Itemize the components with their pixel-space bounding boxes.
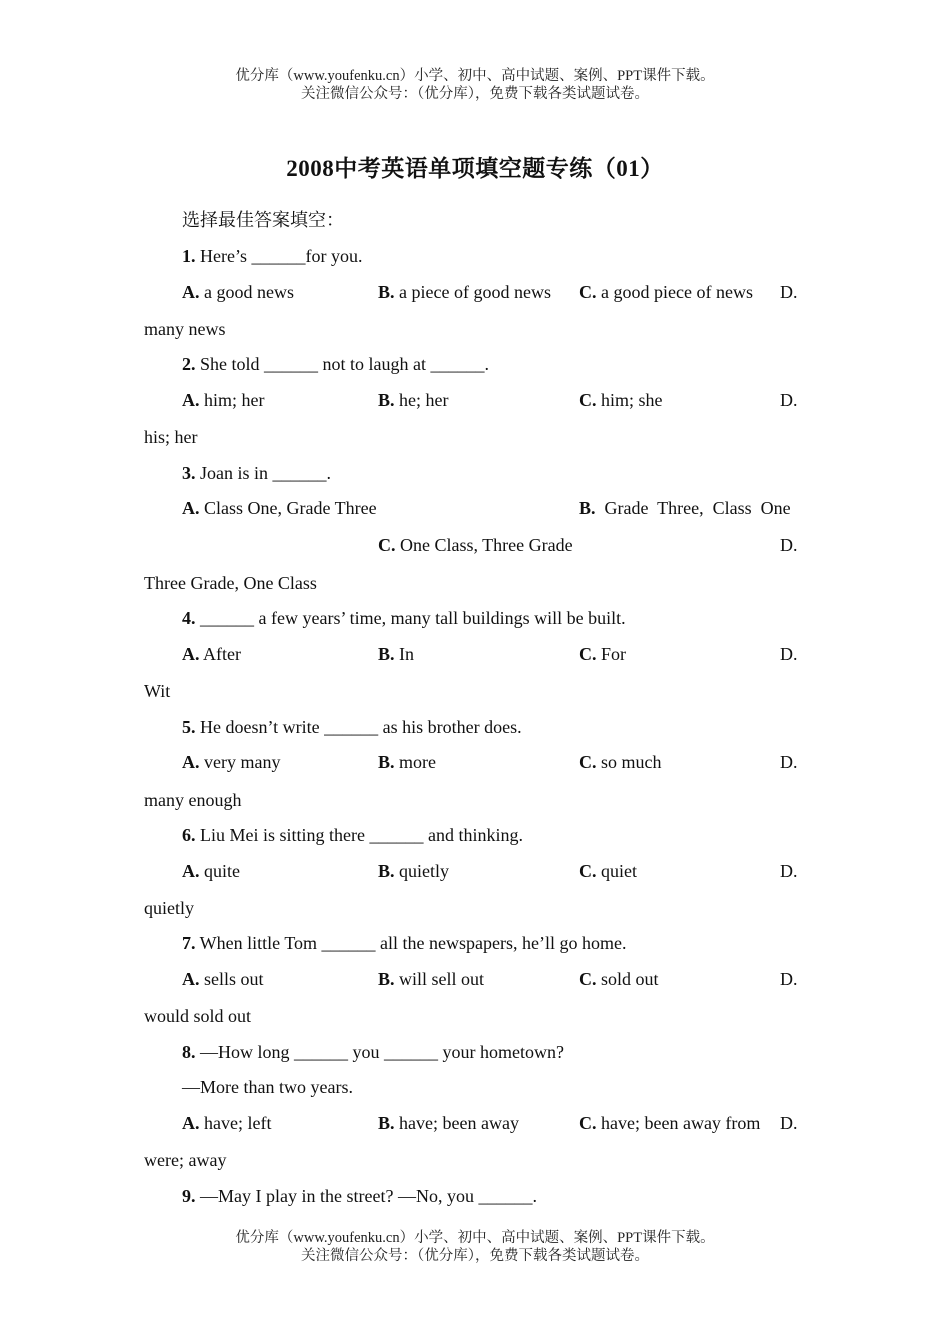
- option-d-text: many enough: [144, 790, 242, 810]
- page-header: [0, 67, 950, 103]
- header-line-2: 关注微信公众号：（优分库），免费下载各类试题试卷。: [301, 86, 649, 102]
- page-footer: [0, 1229, 950, 1265]
- option-c: C. For: [579, 644, 627, 664]
- option-c: C. have; been away from: [579, 1113, 761, 1133]
- option-b: B. will sell out: [378, 969, 485, 989]
- question-stem: 2. She told ______ not to laugh at ______.: [182, 354, 489, 374]
- question-stem: 4. ______ a few years’ time, many tall buildings will be built.: [182, 608, 626, 628]
- option-b: B. more: [378, 752, 436, 772]
- option-b: B. In: [378, 644, 415, 664]
- page-title: 2008中考英语单项填空题专练（01）: [286, 156, 664, 181]
- option-c: C. a good piece of news: [579, 282, 753, 302]
- header-line-1: 优分库（www.youfenku.cn）小学、初中、高中试题、案例、PPT课件下载。: [235, 68, 715, 84]
- option-d-label: D.: [780, 752, 798, 772]
- option-d-text: many news: [144, 319, 226, 339]
- option-a: A. After: [182, 644, 241, 664]
- option-c: C. sold out: [579, 969, 659, 989]
- option-d-label: D.: [780, 1113, 798, 1133]
- question-stem: 5. He doesn’t write ______ as his brother does.: [182, 717, 522, 737]
- option-b: B. have; been away: [378, 1113, 519, 1133]
- footer-line-2: 关注微信公众号：（优分库），免费下载各类试题试卷。: [301, 1248, 649, 1264]
- question-stem-reply: —More than two years.: [182, 1077, 353, 1097]
- question-stem: 9. —May I play in the street? —No, you ______.: [182, 1186, 537, 1206]
- option-d-text: his; her: [144, 427, 198, 447]
- option-c: C. him; she: [579, 390, 663, 410]
- option-d-text: quietly: [144, 898, 194, 918]
- option-b: B. a piece of good news: [378, 282, 551, 302]
- footer-line-1: 优分库（www.youfenku.cn）小学、初中、高中试题、案例、PPT课件下载。: [235, 1230, 715, 1246]
- question-stem: 1. Here’s ______for you.: [182, 246, 363, 266]
- option-a: A. Class One, Grade Three: [182, 498, 377, 518]
- option-b: B. quietly: [378, 861, 450, 881]
- option-a: A. him; her: [182, 390, 265, 410]
- question-stem: 6. Liu Mei is sitting there ______ and thinking.: [182, 825, 523, 845]
- option-a: A. very many: [182, 752, 281, 772]
- option-d-label: D.: [780, 644, 798, 664]
- option-d-text: Three Grade, One Class: [144, 573, 317, 593]
- option-d-label: D.: [780, 969, 798, 989]
- question-stem: 3. Joan is in ______.: [182, 463, 332, 483]
- option-d-label: D.: [780, 861, 798, 881]
- option-d-label: D.: [780, 282, 798, 302]
- option-d-text: Wit: [144, 681, 171, 701]
- option-d-text: were; away: [144, 1150, 227, 1170]
- instruction: 选择最佳答案填空：: [182, 210, 344, 230]
- option-c: C. so much: [579, 752, 662, 772]
- option-a: A. sells out: [182, 969, 264, 989]
- option-a: A. quite: [182, 861, 240, 881]
- option-b: B. he; her: [378, 390, 449, 410]
- option-d-label: D.: [780, 535, 798, 555]
- option-c: C. One Class, Three Grade: [378, 535, 573, 555]
- option-d-text: would sold out: [144, 1006, 252, 1026]
- option-d-label: D.: [780, 390, 798, 410]
- option-a: A. have; left: [182, 1113, 272, 1133]
- option-b: B. Grade Three, Class One: [579, 498, 791, 518]
- question-stem: 7. When little Tom ______ all the newspapers, he’ll go home.: [182, 933, 627, 953]
- question-stem: 8. —How long ______ you ______ your hometown?: [182, 1042, 564, 1062]
- option-c: C. quiet: [579, 861, 637, 881]
- option-a: A. a good news: [182, 282, 294, 302]
